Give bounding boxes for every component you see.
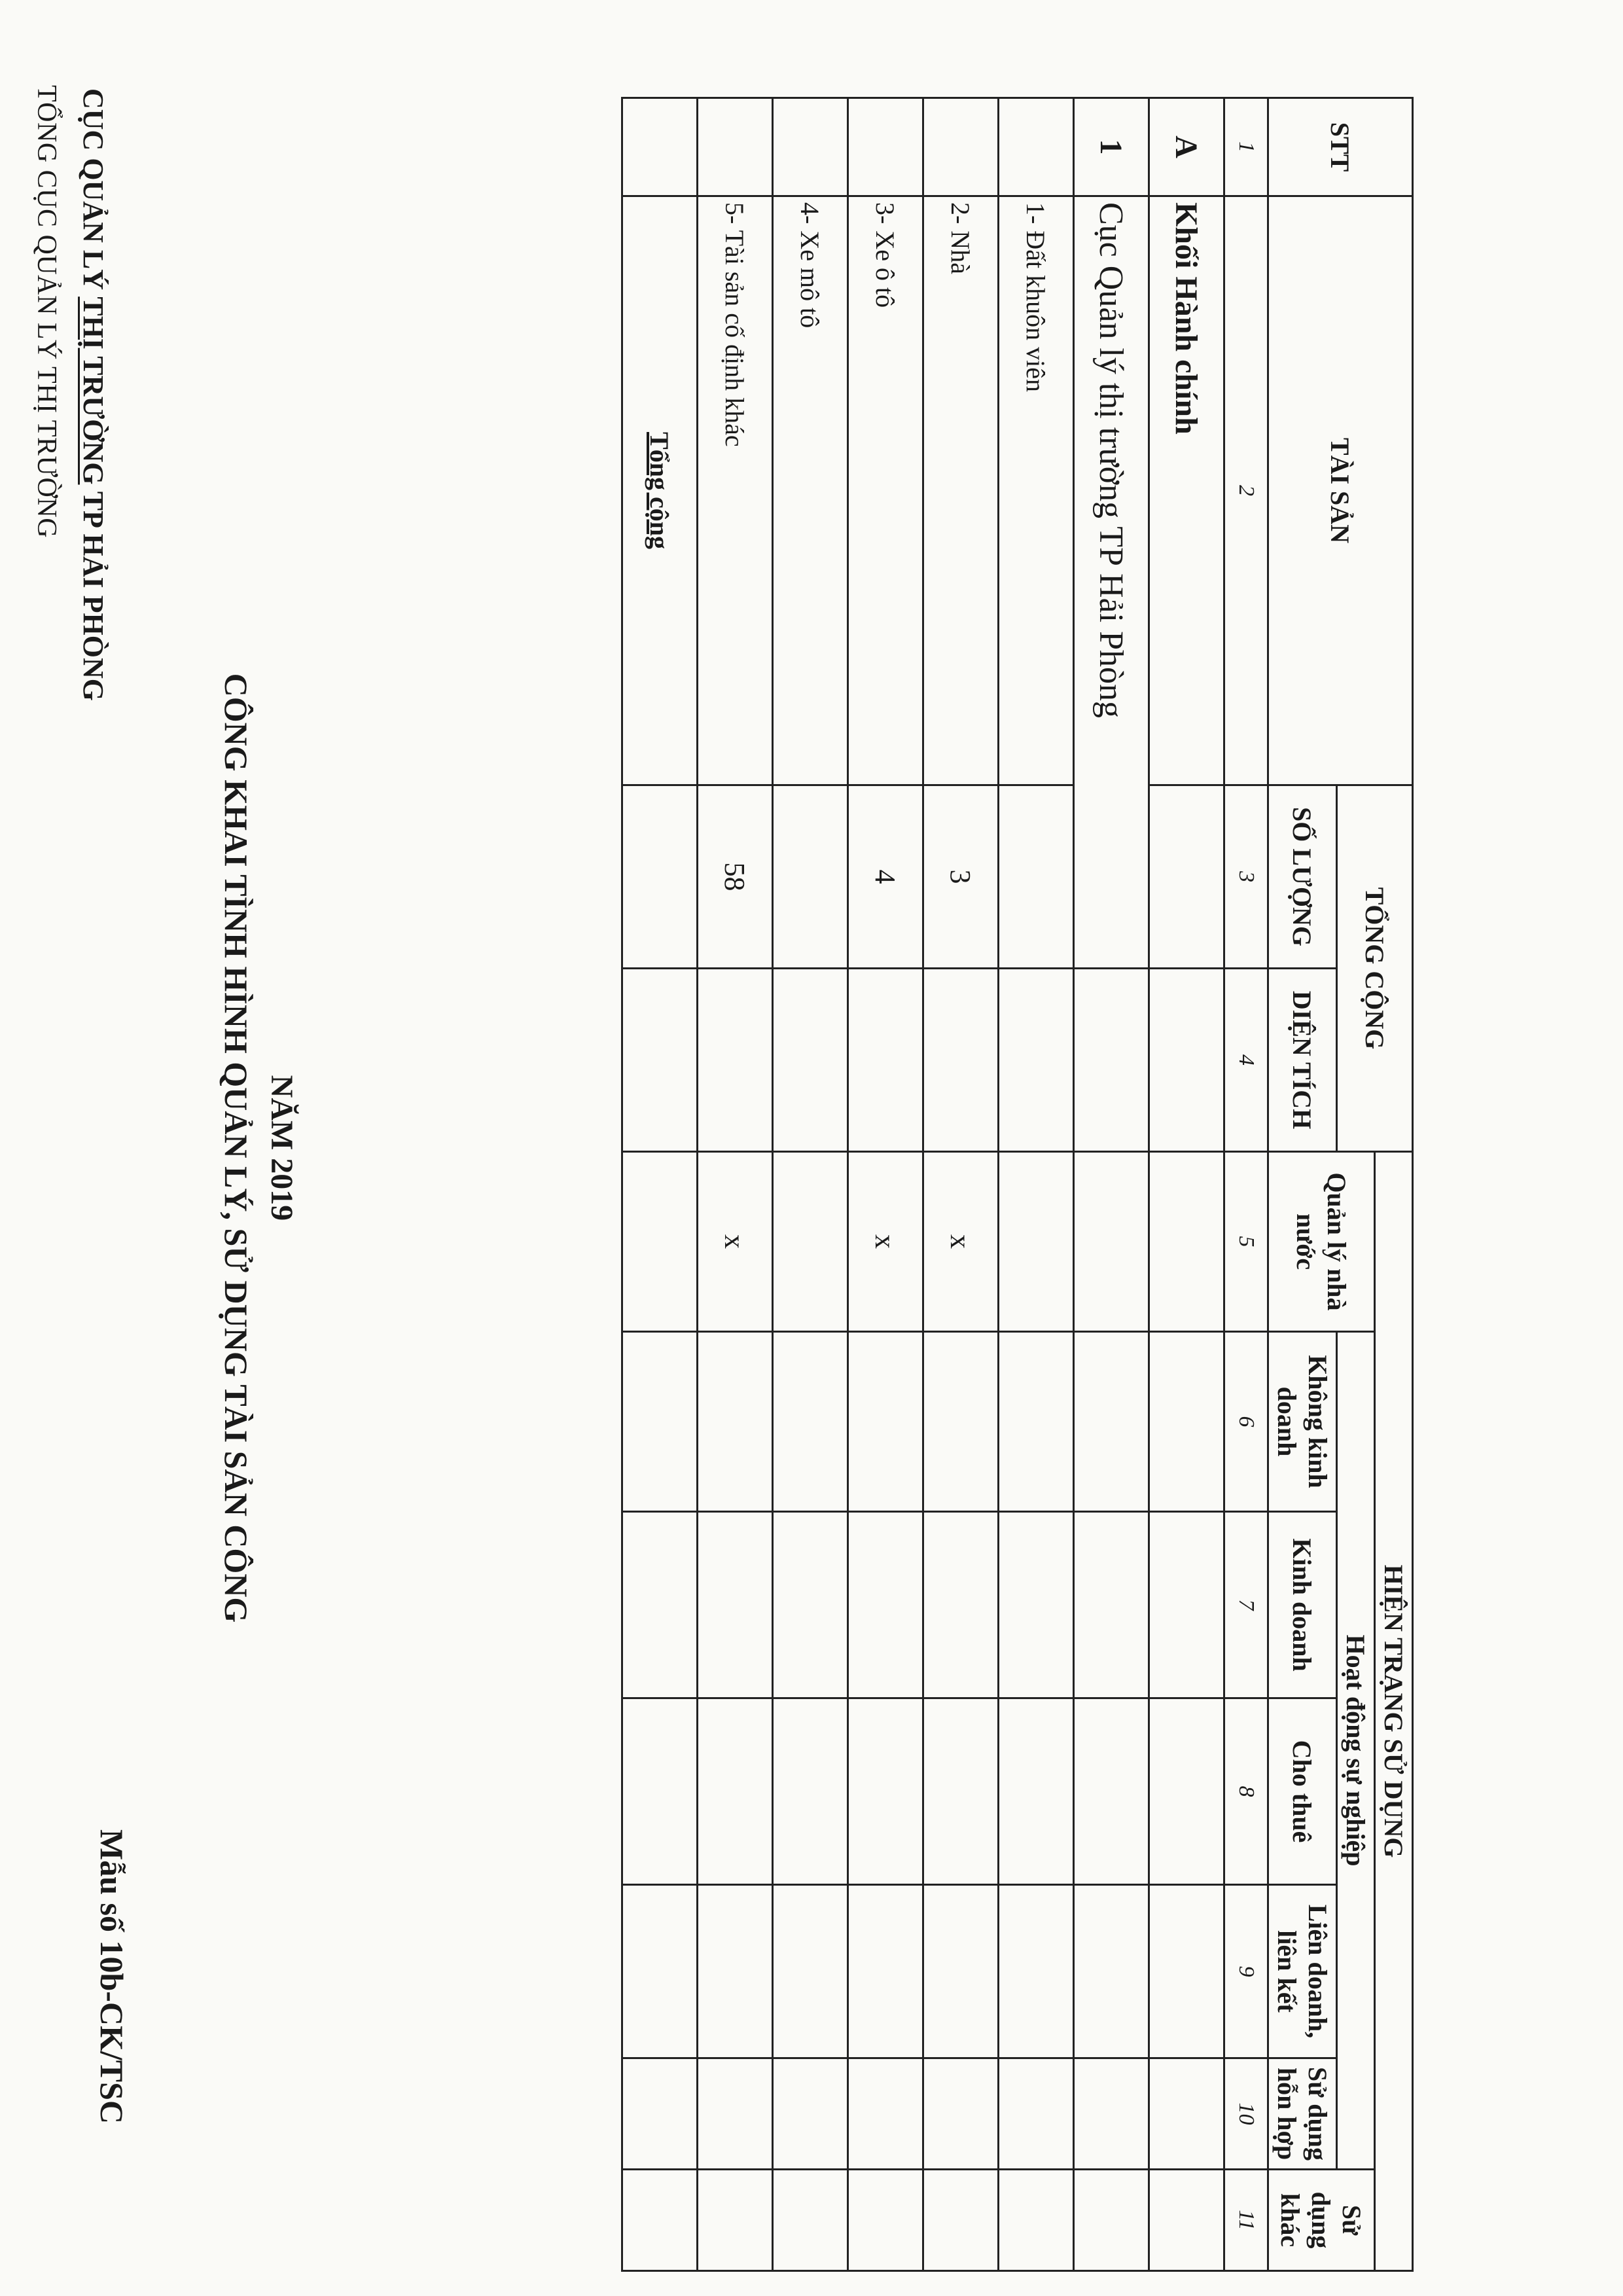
header-public-service: Hoạt động sự nghiệp: [1337, 1332, 1375, 2170]
column-index: 8: [1224, 1698, 1268, 1885]
column-index: 3: [1224, 785, 1268, 969]
header-mixed-use: Sử dụng hỗn hợp: [1268, 2058, 1337, 2170]
unit-stt: 1: [1074, 98, 1149, 196]
header-area: DIỆN TÍCH: [1268, 969, 1337, 1152]
document-year: NĂM 2019: [264, 1075, 299, 1221]
asset-state-mgmt: x: [698, 1152, 773, 1332]
total-row: [622, 98, 698, 2271]
header-state-mgmt: Quản lý nhà nước: [1268, 1152, 1375, 1332]
section-stt: A: [1149, 98, 1224, 196]
header-status: HIỆN TRẠNG SỬ DỤNG: [1375, 1152, 1413, 2271]
section-row: [1149, 98, 1224, 2271]
header-stt: STT: [1268, 98, 1413, 196]
header-business: Kinh doanh: [1268, 1512, 1337, 1698]
header-non-business: Không kinh doanh: [1268, 1332, 1337, 1512]
asset-quantity: [773, 785, 848, 969]
column-index: 1: [1224, 98, 1268, 196]
table-row: [773, 98, 848, 2271]
column-index: 6: [1224, 1332, 1268, 1512]
asset-quantity: 4: [848, 785, 923, 969]
column-index-row: [1224, 98, 1268, 2271]
table-row: [999, 98, 1074, 2271]
column-index: 10: [1224, 2058, 1268, 2170]
parent-organization: TỔNG CỤC QUẢN LÝ THỊ TRƯỜNG: [31, 85, 62, 539]
unit-name: Cục Quản lý thị trường TP Hải Phòng: [1074, 196, 1149, 969]
document-title: CÔNG KHAI TÌNH HÌNH QUẢN LÝ, SỬ DỤNG TÀI SẢN CÔNG: [218, 673, 255, 1623]
column-index: 9: [1224, 1885, 1268, 2058]
header-quantity: SỐ LƯỢNG: [1268, 785, 1337, 969]
asset-name: 5- Tài sản cố định khác: [698, 196, 773, 785]
issuing-organization: [77, 88, 110, 701]
asset-quantity: [999, 785, 1074, 969]
column-index: 5: [1224, 1152, 1268, 1332]
header-asset: TÀI SẢN: [1268, 196, 1413, 785]
asset-state-mgmt: x: [848, 1152, 923, 1332]
header-total: TỔNG CỘNG: [1337, 785, 1413, 1152]
asset-state-mgmt: x: [923, 1152, 999, 1332]
asset-quantity: 58: [698, 785, 773, 969]
section-name: Khối Hành chính: [1149, 196, 1224, 785]
column-index: 4: [1224, 969, 1268, 1152]
org-main-underlined: THỊ TRƯỜNG: [77, 296, 109, 485]
column-index: 11: [1224, 2170, 1268, 2271]
form-number: Mẫu số 10b-CK/TSC: [94, 1829, 130, 2125]
unit-row: [1074, 98, 1149, 2271]
table-row: [848, 98, 923, 2271]
table-row: [698, 98, 773, 2271]
asset-name: 1- Đất khuôn viên: [999, 196, 1074, 785]
asset-name: 2- Nhà: [923, 196, 999, 785]
column-index: 2: [1224, 196, 1268, 785]
header-joint-venture: Liên doanh, liên kết: [1268, 1885, 1337, 2058]
asset-state-mgmt: [773, 1152, 848, 1332]
total-label: Tổng cộng: [622, 196, 698, 785]
asset-name: 3- Xe ô tô: [848, 196, 923, 785]
header-row-1: [1375, 98, 1413, 2271]
asset-table: [621, 97, 1414, 2272]
org-main-suffix: TP HẢI PHÒNG: [77, 484, 109, 701]
asset-name: 4- Xe mô tô: [773, 196, 848, 785]
header-other-use: Sử dụng khác: [1268, 2170, 1375, 2271]
org-main-prefix: CỤC QUẢN LÝ: [77, 88, 109, 297]
asset-state-mgmt: [999, 1152, 1074, 1332]
column-index: 7: [1224, 1512, 1268, 1698]
header-lease: Cho thuê: [1268, 1698, 1337, 1885]
table-row: [923, 98, 999, 2271]
asset-quantity: 3: [923, 785, 999, 969]
